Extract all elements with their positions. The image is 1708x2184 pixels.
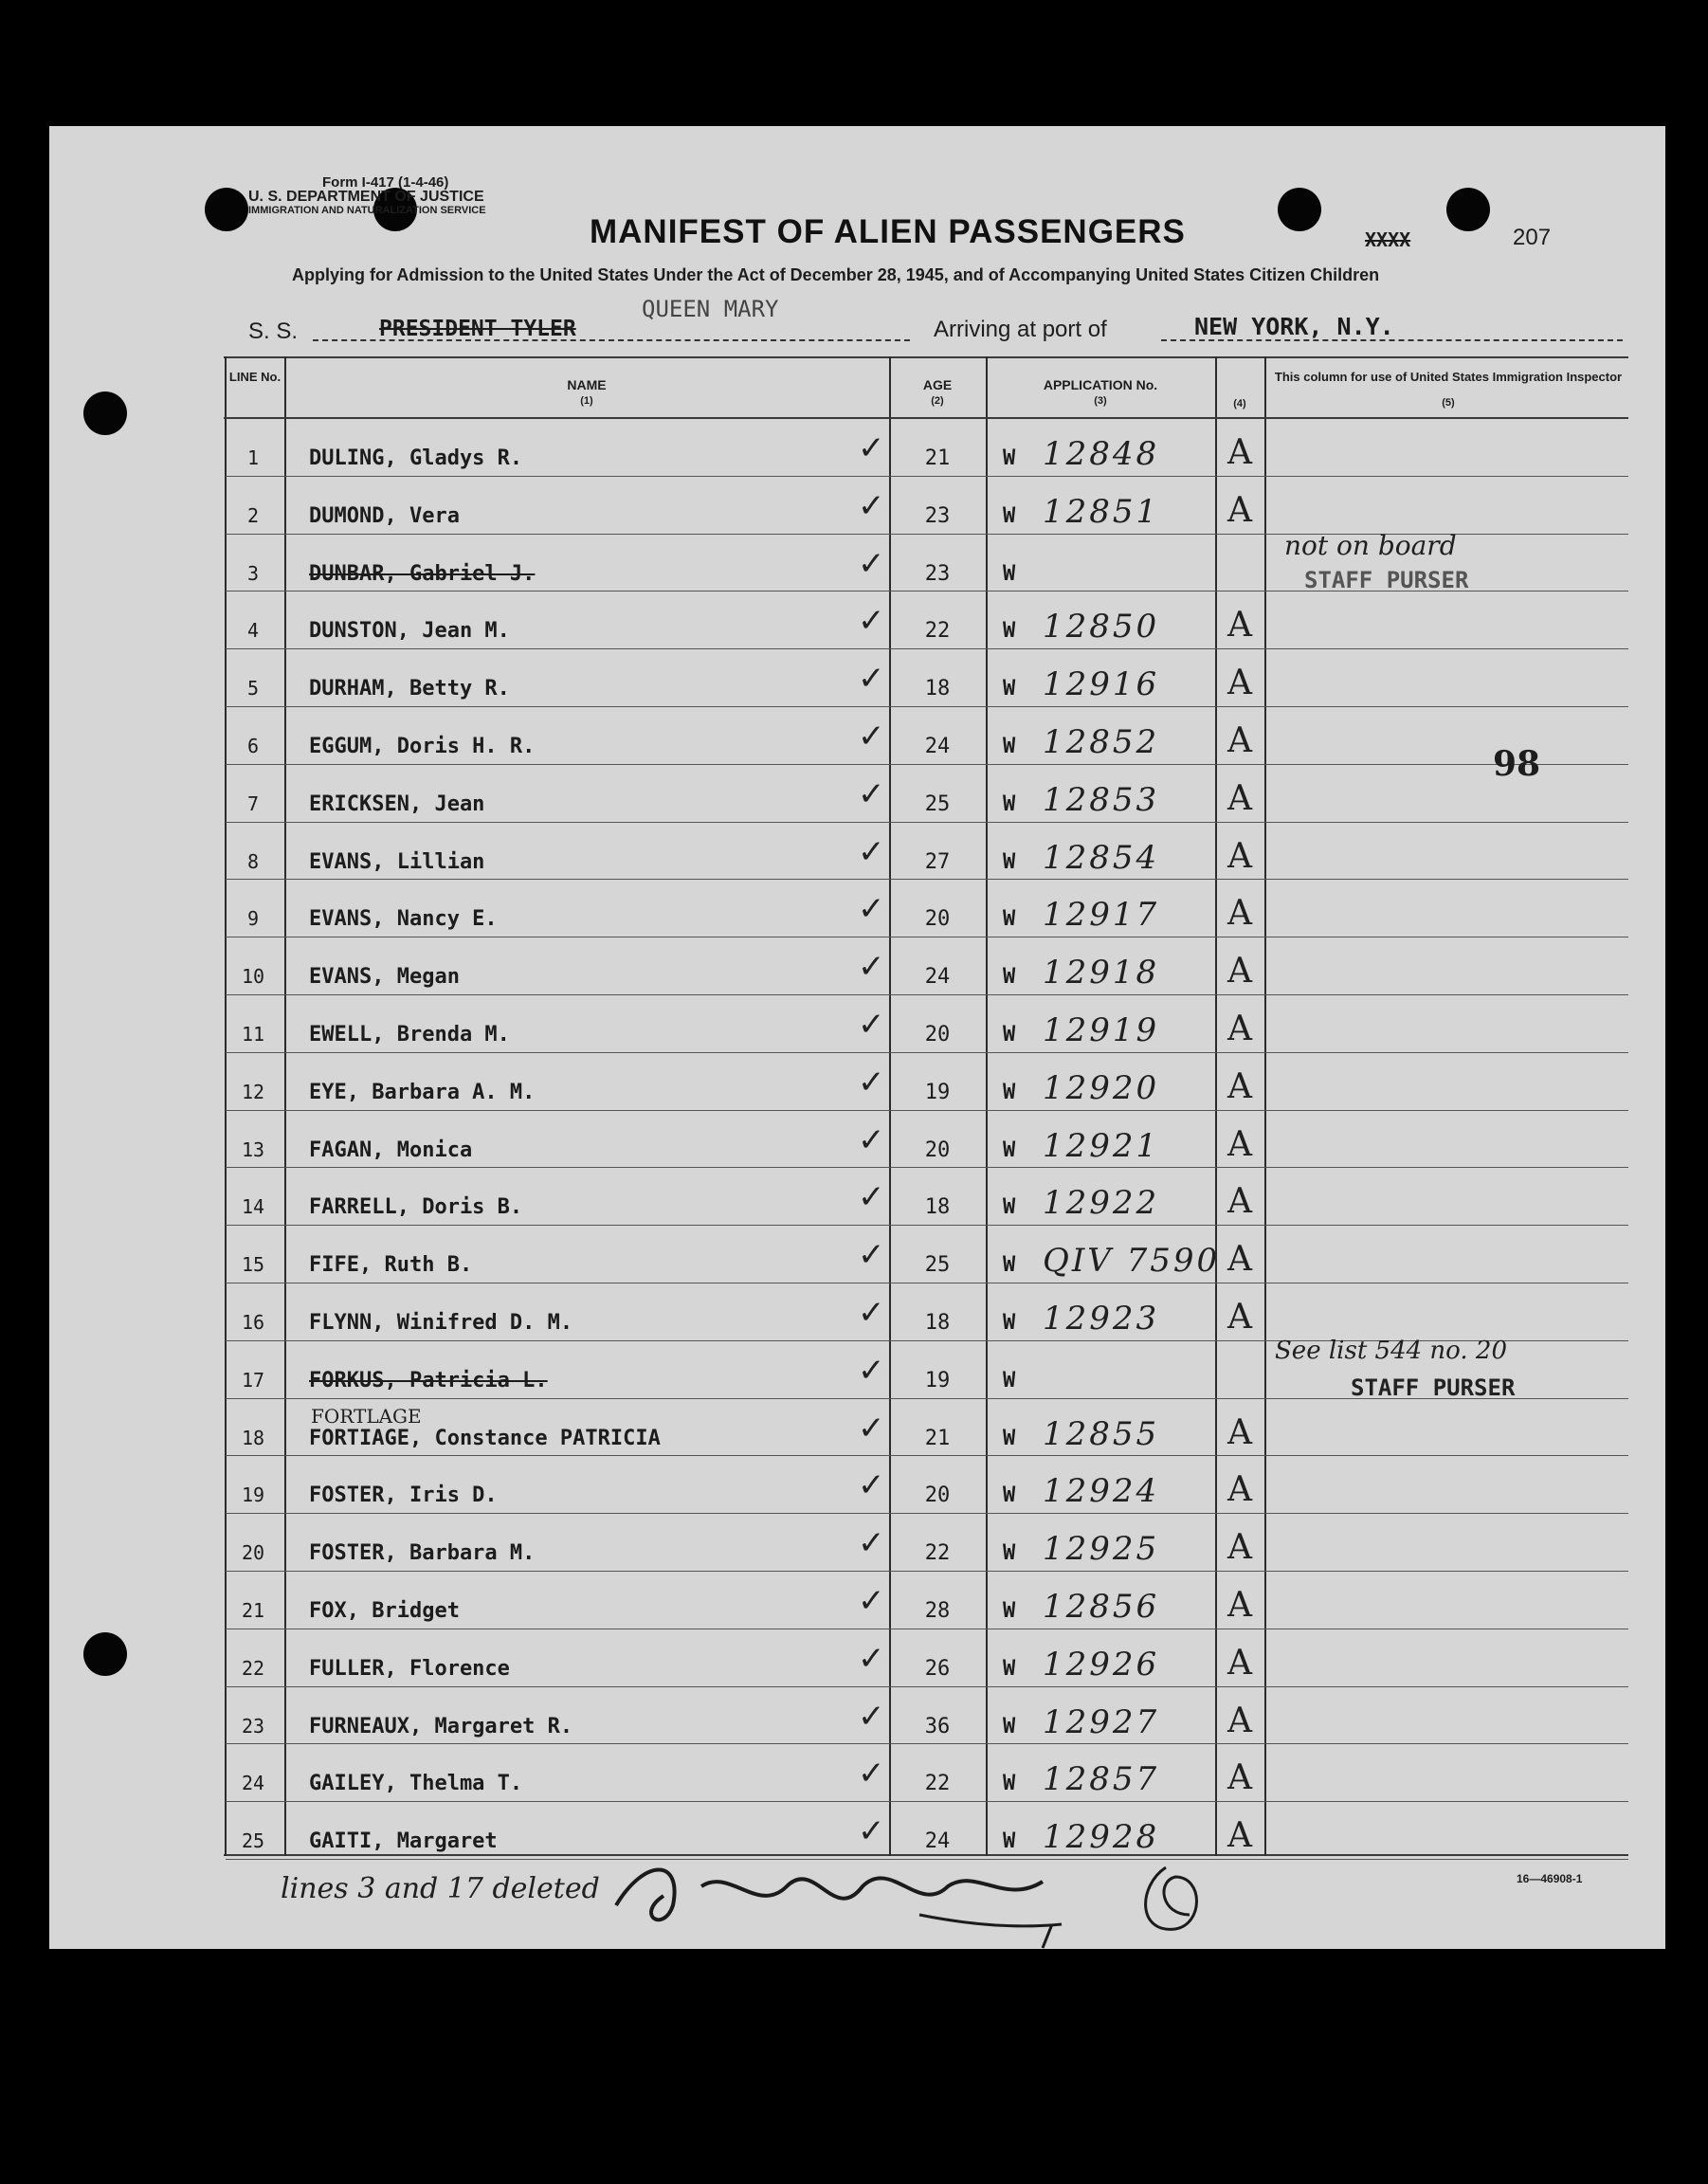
line-number: 8 bbox=[246, 849, 260, 873]
passenger-name: FARRELL, Doris B. bbox=[309, 1195, 523, 1220]
passenger-age: 19 bbox=[924, 1368, 951, 1392]
passenger-age: 24 bbox=[924, 1829, 951, 1854]
check-mark-icon: ✓ bbox=[858, 486, 885, 525]
application-number: 12923 bbox=[1043, 1300, 1160, 1338]
check-mark-icon: ✓ bbox=[858, 890, 885, 929]
line-number: 17 bbox=[241, 1368, 265, 1392]
col-header-line: LINE No. bbox=[228, 370, 282, 384]
staff-purser-stamp: STAFF PURSER bbox=[1351, 1374, 1516, 1401]
passenger-age: 25 bbox=[924, 1253, 951, 1278]
application-prefix: W bbox=[1003, 1714, 1016, 1738]
status-mark: A bbox=[1227, 1010, 1252, 1048]
line-number: 11 bbox=[241, 1023, 265, 1046]
col-header-application-num: (3) bbox=[1094, 395, 1107, 407]
line-number: 7 bbox=[246, 792, 260, 815]
passenger-name: DURHAM, Betty R. bbox=[309, 677, 510, 701]
check-mark-icon: ✓ bbox=[858, 1639, 885, 1678]
col-header-age: AGE bbox=[922, 377, 953, 392]
row-rule bbox=[226, 476, 1628, 477]
application-number: QIV 7590 bbox=[1043, 1242, 1221, 1281]
passenger-age: 19 bbox=[924, 1080, 951, 1104]
passenger-age: 18 bbox=[924, 1195, 951, 1220]
application-number: 12855 bbox=[1043, 1414, 1160, 1453]
check-mark-icon: ✓ bbox=[858, 1006, 885, 1044]
status-mark: A bbox=[1227, 1298, 1252, 1337]
ss-label: S. S. bbox=[248, 318, 299, 344]
check-mark-icon: ✓ bbox=[858, 1697, 885, 1736]
passenger-name: FULLER, Florence bbox=[309, 1656, 510, 1681]
passenger-age: 22 bbox=[924, 1772, 951, 1796]
punch-hole bbox=[83, 1632, 127, 1676]
service: IMMIGRATION AND NATURALIZATION SERVICE bbox=[248, 205, 486, 216]
passenger-name: EGGUM, Doris H. R. bbox=[309, 735, 536, 758]
check-mark-icon: ✓ bbox=[858, 1178, 885, 1217]
passenger-age: 18 bbox=[924, 1311, 951, 1335]
line-number: 2 bbox=[246, 503, 260, 527]
application-number: 12920 bbox=[1043, 1068, 1160, 1107]
passenger-age: 36 bbox=[924, 1714, 951, 1738]
row-rule bbox=[226, 648, 1628, 649]
staff-purser-stamp: STAFF PURSER bbox=[1304, 567, 1469, 593]
signature bbox=[607, 1848, 1251, 1953]
application-number: 12921 bbox=[1043, 1126, 1160, 1165]
check-mark-icon: ✓ bbox=[858, 1466, 885, 1505]
status-mark: A bbox=[1227, 1412, 1252, 1452]
col-divider bbox=[1264, 356, 1266, 1856]
application-prefix: W bbox=[1003, 619, 1016, 644]
application-prefix: W bbox=[1003, 965, 1016, 990]
row-rule bbox=[226, 1513, 1628, 1514]
status-mark: A bbox=[1227, 836, 1252, 876]
application-prefix: W bbox=[1003, 1368, 1016, 1392]
status-mark: A bbox=[1227, 1124, 1252, 1164]
passenger-name: GAILEY, Thelma T. bbox=[309, 1772, 523, 1796]
passenger-name: ERICKSEN, Jean bbox=[309, 792, 485, 816]
col-divider bbox=[1215, 356, 1217, 1856]
status-mark: A bbox=[1227, 490, 1252, 530]
row3-note: not on board bbox=[1284, 530, 1457, 561]
fortlage-correction: FORTLAGE bbox=[311, 1405, 422, 1428]
list-code: XXXX bbox=[1365, 228, 1411, 251]
row-rule bbox=[226, 764, 1628, 765]
check-mark-icon: ✓ bbox=[858, 1524, 885, 1563]
port-label: Arriving at port of bbox=[934, 317, 1107, 342]
status-mark: A bbox=[1227, 1701, 1252, 1740]
application-number: 12927 bbox=[1043, 1702, 1160, 1741]
row-rule bbox=[226, 1743, 1628, 1744]
application-prefix: W bbox=[1003, 1195, 1016, 1220]
passenger-name: DUNBAR, Gabriel J. bbox=[309, 561, 536, 586]
check-mark-icon: ✓ bbox=[858, 1582, 885, 1620]
application-number: 12922 bbox=[1043, 1184, 1160, 1223]
col-divider bbox=[889, 356, 891, 1856]
passenger-name: FORTIAGE, Constance PATRICIA bbox=[309, 1426, 661, 1450]
header-rule bbox=[224, 417, 1628, 419]
line-number: 25 bbox=[241, 1829, 265, 1853]
passenger-age: 25 bbox=[924, 792, 951, 816]
application-number: 12856 bbox=[1043, 1588, 1160, 1626]
port-name: NEW YORK, N.Y. bbox=[1194, 313, 1394, 340]
status-mark: A bbox=[1227, 664, 1252, 703]
status-mark: A bbox=[1227, 952, 1252, 992]
check-mark-icon: ✓ bbox=[858, 1120, 885, 1159]
passenger-name: DUMOND, Vera bbox=[309, 503, 460, 528]
application-prefix: W bbox=[1003, 1541, 1016, 1566]
passenger-age: 20 bbox=[924, 1023, 951, 1046]
passenger-age: 28 bbox=[924, 1599, 951, 1623]
punch-hole bbox=[1446, 188, 1490, 231]
status-mark: A bbox=[1227, 1643, 1252, 1683]
passenger-age: 24 bbox=[924, 735, 951, 758]
check-mark-icon: ✓ bbox=[858, 948, 885, 987]
line-number: 24 bbox=[241, 1772, 265, 1795]
col-header-inspector: This column for use of United States Immigration Inspector bbox=[1274, 370, 1623, 384]
page-title: MANIFEST OF ALIEN PASSENGERS bbox=[590, 213, 1186, 250]
check-mark-icon: ✓ bbox=[858, 832, 885, 871]
passenger-name: FLYNN, Winifred D. M. bbox=[309, 1311, 573, 1335]
form-number: Form I-417 (1-4-46) bbox=[322, 174, 449, 191]
application-prefix: W bbox=[1003, 792, 1016, 816]
check-mark-icon: ✓ bbox=[858, 1294, 885, 1332]
passenger-name: FAGAN, Monica bbox=[309, 1138, 473, 1162]
row-rule bbox=[226, 1110, 1628, 1111]
status-mark: A bbox=[1227, 1758, 1252, 1798]
passenger-name: EYE, Barbara A. M. bbox=[309, 1080, 536, 1104]
passenger-age: 23 bbox=[924, 561, 951, 586]
ss-line bbox=[313, 339, 910, 341]
status-mark: A bbox=[1227, 721, 1252, 760]
status-mark: A bbox=[1227, 606, 1252, 646]
passenger-name: FOSTER, Iris D. bbox=[309, 1483, 498, 1508]
passenger-name: EVANS, Lillian bbox=[309, 849, 485, 874]
row-rule bbox=[226, 1801, 1628, 1802]
application-prefix: W bbox=[1003, 1080, 1016, 1104]
punch-hole bbox=[205, 188, 248, 231]
status-mark: A bbox=[1227, 778, 1252, 818]
status-mark: A bbox=[1227, 1066, 1252, 1106]
row-rule bbox=[226, 1225, 1628, 1226]
status-mark: A bbox=[1227, 433, 1252, 472]
application-number: 12848 bbox=[1043, 435, 1160, 473]
row-rule bbox=[226, 706, 1628, 707]
application-number: 12925 bbox=[1043, 1530, 1160, 1569]
line-number: 22 bbox=[241, 1656, 265, 1680]
line-number: 20 bbox=[241, 1541, 265, 1565]
passenger-age: 27 bbox=[924, 849, 951, 874]
application-prefix: W bbox=[1003, 1023, 1016, 1046]
check-mark-icon: ✓ bbox=[858, 602, 885, 641]
application-number: 12928 bbox=[1043, 1818, 1160, 1857]
status-mark: A bbox=[1227, 1182, 1252, 1222]
passenger-name: GAITI, Margaret bbox=[309, 1829, 498, 1854]
row17-note: See list 544 no. 20 bbox=[1275, 1337, 1507, 1365]
list-number: 207 bbox=[1513, 225, 1552, 250]
passenger-name: EVANS, Megan bbox=[309, 965, 460, 990]
passenger-age: 26 bbox=[924, 1656, 951, 1681]
application-prefix: W bbox=[1003, 849, 1016, 874]
application-prefix: W bbox=[1003, 735, 1016, 758]
line-number: 4 bbox=[246, 619, 260, 643]
check-mark-icon: ✓ bbox=[858, 1351, 885, 1390]
application-prefix: W bbox=[1003, 1311, 1016, 1335]
status-mark: A bbox=[1227, 1528, 1252, 1568]
application-prefix: W bbox=[1003, 1483, 1016, 1508]
row-rule bbox=[226, 879, 1628, 880]
ship-struck: PRESIDENT TYLER bbox=[379, 317, 576, 341]
line-number: 19 bbox=[241, 1483, 265, 1507]
check-mark-icon: ✓ bbox=[858, 718, 885, 755]
count-number: 98 bbox=[1493, 744, 1541, 784]
punch-hole bbox=[1278, 188, 1321, 231]
port-line bbox=[1161, 339, 1623, 341]
passenger-age: 21 bbox=[924, 1426, 951, 1450]
application-prefix: W bbox=[1003, 1829, 1016, 1854]
line-number: 10 bbox=[241, 965, 265, 989]
application-prefix: W bbox=[1003, 677, 1016, 701]
check-mark-icon: ✓ bbox=[858, 660, 885, 699]
application-prefix: W bbox=[1003, 1656, 1016, 1681]
application-number: 12926 bbox=[1043, 1645, 1160, 1684]
application-prefix: W bbox=[1003, 1772, 1016, 1796]
passenger-name: FIFE, Ruth B. bbox=[309, 1253, 473, 1278]
check-mark-icon: ✓ bbox=[858, 1063, 885, 1101]
application-number: 12918 bbox=[1043, 954, 1160, 992]
status-mark: A bbox=[1227, 1240, 1252, 1280]
line-number: 3 bbox=[246, 561, 260, 585]
application-prefix: W bbox=[1003, 503, 1016, 528]
passenger-age: 18 bbox=[924, 677, 951, 701]
line-number: 23 bbox=[241, 1714, 265, 1738]
line-number: 5 bbox=[246, 677, 260, 701]
row-rule bbox=[226, 1052, 1628, 1053]
passenger-age: 22 bbox=[924, 1541, 951, 1566]
row-rule bbox=[226, 1571, 1628, 1572]
check-mark-icon: ✓ bbox=[858, 774, 885, 813]
footer-note: lines 3 and 17 deleted bbox=[281, 1872, 600, 1905]
passenger-age: 24 bbox=[924, 965, 951, 990]
passenger-name: EWELL, Brenda M. bbox=[309, 1023, 510, 1046]
row-rule bbox=[226, 1167, 1628, 1168]
row-rule bbox=[226, 822, 1628, 823]
application-number: 12924 bbox=[1043, 1472, 1160, 1511]
col-header-4-num: (4) bbox=[1233, 398, 1246, 410]
application-number: 12853 bbox=[1043, 780, 1160, 819]
col-divider bbox=[284, 356, 286, 1856]
check-mark-icon: ✓ bbox=[858, 429, 885, 467]
application-number: 12852 bbox=[1043, 723, 1160, 761]
passenger-age: 23 bbox=[924, 503, 951, 528]
passenger-age: 20 bbox=[924, 1483, 951, 1508]
col-header-name-num: (1) bbox=[580, 395, 593, 407]
passenger-age: 20 bbox=[924, 1138, 951, 1162]
status-mark: A bbox=[1227, 894, 1252, 934]
check-mark-icon: ✓ bbox=[858, 544, 885, 583]
ship-name: QUEEN MARY bbox=[642, 296, 779, 322]
status-mark: A bbox=[1227, 1470, 1252, 1510]
application-prefix: W bbox=[1003, 446, 1016, 470]
passenger-age: 22 bbox=[924, 619, 951, 644]
application-number: 12917 bbox=[1043, 896, 1160, 935]
subtitle: Applying for Admission to the United States Under the Act of December 28, 1945, and of Accompanying United States Citizen Children bbox=[292, 265, 1380, 284]
application-number: 12854 bbox=[1043, 838, 1160, 877]
application-number: 12851 bbox=[1043, 492, 1160, 531]
passenger-name: FORKUS, Patricia L. bbox=[309, 1368, 548, 1392]
application-prefix: W bbox=[1003, 1599, 1016, 1623]
line-number: 12 bbox=[241, 1080, 265, 1103]
line-number: 15 bbox=[241, 1253, 265, 1277]
passenger-name: FOX, Bridget bbox=[309, 1599, 460, 1623]
line-number: 9 bbox=[246, 907, 260, 931]
passenger-name: DULING, Gladys R. bbox=[309, 446, 523, 470]
row-rule bbox=[226, 1686, 1628, 1687]
application-number: 12916 bbox=[1043, 665, 1160, 704]
status-mark: A bbox=[1227, 1816, 1252, 1856]
col-header-age-num: (2) bbox=[931, 395, 944, 407]
application-prefix: W bbox=[1003, 1426, 1016, 1450]
table-top-rule bbox=[224, 356, 1628, 358]
application-number: 12919 bbox=[1043, 1011, 1160, 1049]
check-mark-icon: ✓ bbox=[858, 1236, 885, 1275]
row-rule bbox=[226, 994, 1628, 995]
line-number: 21 bbox=[241, 1599, 265, 1622]
passenger-name: EVANS, Nancy E. bbox=[309, 907, 498, 932]
application-number: 12850 bbox=[1043, 608, 1160, 646]
check-mark-icon: ✓ bbox=[858, 1755, 885, 1793]
line-number: 6 bbox=[246, 735, 260, 757]
row-rule bbox=[226, 1455, 1628, 1456]
col-divider bbox=[986, 356, 988, 1856]
line-number: 13 bbox=[241, 1138, 265, 1161]
check-mark-icon: ✓ bbox=[858, 1812, 885, 1851]
col-header-name: NAME bbox=[567, 377, 607, 392]
printer-code: 16—46908-1 bbox=[1517, 1872, 1583, 1885]
status-mark: A bbox=[1227, 1586, 1252, 1625]
check-mark-icon: ✓ bbox=[858, 1409, 885, 1447]
col-header-inspector-num: (5) bbox=[1442, 397, 1455, 409]
passenger-age: 20 bbox=[924, 907, 951, 932]
application-prefix: W bbox=[1003, 561, 1016, 586]
passenger-name: FOSTER, Barbara M. bbox=[309, 1541, 536, 1566]
application-prefix: W bbox=[1003, 1138, 1016, 1162]
department: U. S. DEPARTMENT OF JUSTICE bbox=[248, 189, 484, 205]
passenger-name: FURNEAUX, Margaret R. bbox=[309, 1714, 573, 1738]
application-number: 12857 bbox=[1043, 1760, 1160, 1799]
application-prefix: W bbox=[1003, 1253, 1016, 1278]
line-number: 16 bbox=[241, 1311, 265, 1334]
line-number: 14 bbox=[241, 1195, 265, 1219]
passenger-age: 21 bbox=[924, 446, 951, 470]
passenger-name: DUNSTON, Jean M. bbox=[309, 619, 510, 644]
line-number: 18 bbox=[241, 1426, 265, 1449]
application-prefix: W bbox=[1003, 907, 1016, 932]
col-header-application: APPLICATION No. bbox=[1043, 377, 1158, 392]
punch-hole bbox=[83, 391, 127, 435]
line-number: 1 bbox=[246, 446, 260, 469]
